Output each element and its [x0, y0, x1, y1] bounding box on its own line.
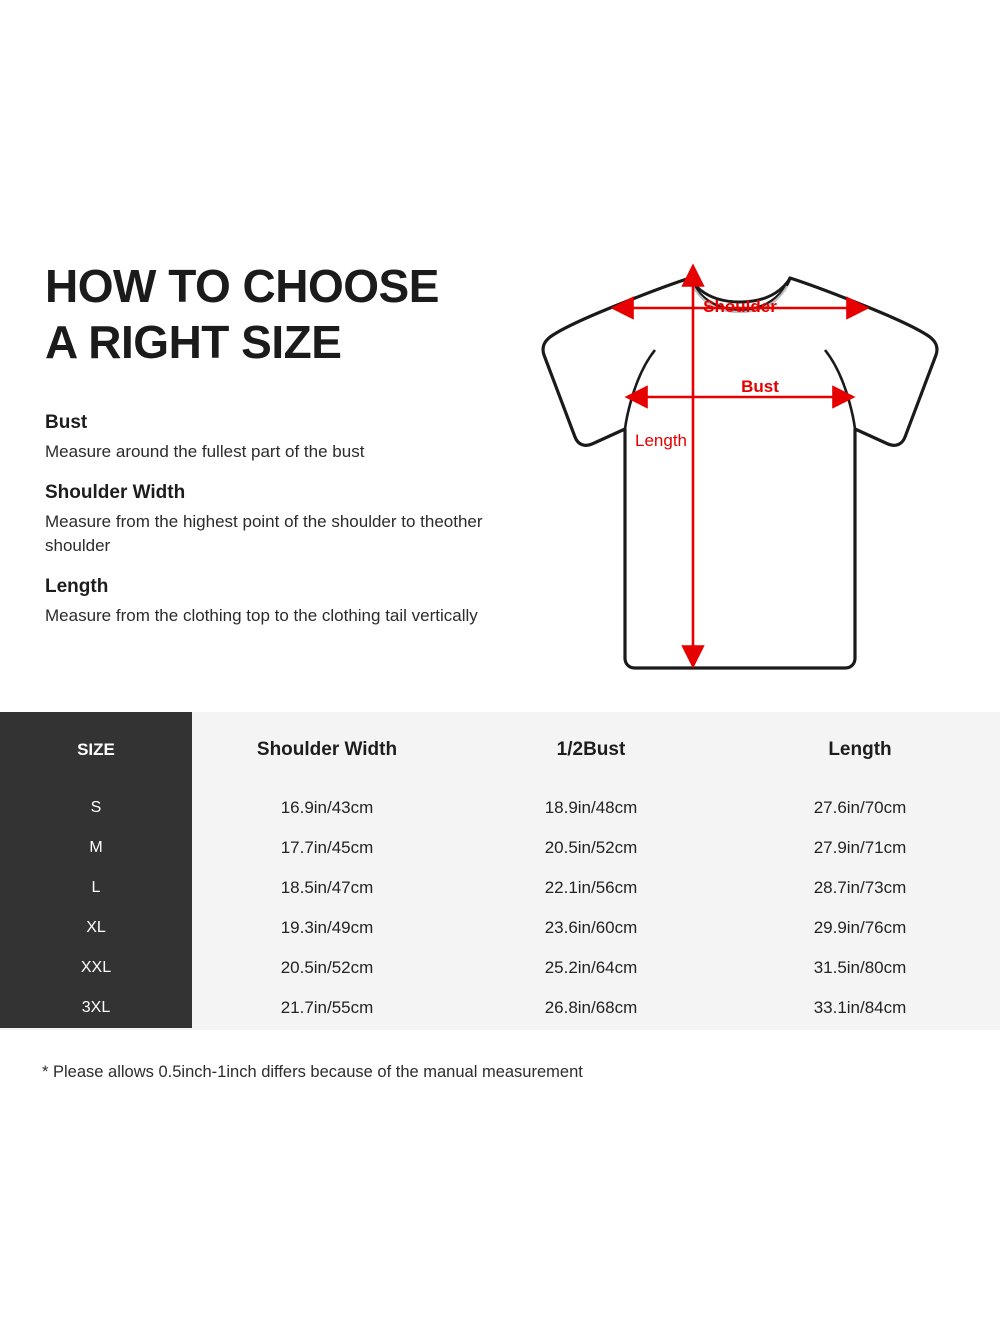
table-row	[0, 828, 1000, 868]
cell-size: XL	[0, 908, 192, 948]
tshirt-diagram	[505, 240, 975, 690]
cell-length: 28.7in/73cm	[720, 868, 1000, 908]
cell-length: 27.9in/71cm	[720, 828, 1000, 868]
cell-half-bust: 22.1in/56cm	[462, 868, 720, 908]
definition-term-length: Length	[45, 576, 109, 598]
table-row	[0, 988, 1000, 1028]
table-header-row	[0, 712, 1000, 788]
cell-half-bust: 20.5in/52cm	[462, 828, 720, 868]
cell-length: 33.1in/84cm	[720, 988, 1000, 1028]
definition-desc-length: Measure from the clothing top to the clothing tail vertically	[45, 606, 478, 626]
size-table	[0, 712, 1000, 1028]
column-header-length: Length	[720, 712, 1000, 788]
cell-size: 3XL	[0, 988, 192, 1028]
page-title-line-2: A RIGHT SIZE	[45, 316, 342, 369]
definition-desc-bust: Measure around the fullest part of the bust	[45, 442, 365, 461]
cell-shoulder-width: 19.3in/49cm	[192, 908, 462, 948]
measurement-footnote: * Please allows 0.5inch-1inch differs because of the manual measurement	[42, 1063, 583, 1081]
column-header-shoulder-width: Shoulder Width	[192, 712, 462, 788]
measurement-definitions	[45, 412, 525, 629]
table-row	[0, 908, 1000, 948]
cell-shoulder-width: 17.7in/45cm	[192, 828, 462, 868]
table-row	[0, 948, 1000, 988]
definition-term-bust: Bust	[45, 412, 88, 433]
page-title	[45, 258, 515, 370]
cell-length: 29.9in/76cm	[720, 908, 1000, 948]
bust-label: Bust	[741, 377, 779, 396]
page-title-line-1: HOW TO CHOOSE	[45, 260, 439, 312]
cell-half-bust: 25.2in/64cm	[462, 948, 720, 988]
cell-size: M	[0, 828, 192, 868]
definition-term-shoulder-width: Shoulder Width	[45, 482, 186, 504]
table-row	[0, 868, 1000, 908]
column-header-size: SIZE	[0, 712, 192, 788]
size-table-header	[0, 712, 1000, 788]
cell-half-bust: 23.6in/60cm	[462, 908, 720, 948]
cell-size: S	[0, 788, 192, 828]
size-table-block	[0, 712, 1000, 1030]
table-row	[0, 788, 1000, 828]
definition-desc-shoulder-width: Measure from the highest point of the shoulder to theother shoulder	[45, 512, 483, 556]
column-header-half-bust: 1/2Bust	[462, 712, 720, 788]
cell-half-bust: 26.8in/68cm	[462, 988, 720, 1028]
cell-size: XXL	[0, 948, 192, 988]
cell-shoulder-width: 21.7in/55cm	[192, 988, 462, 1028]
length-label: Length	[635, 431, 687, 450]
cell-size: L	[0, 868, 192, 908]
cell-half-bust: 18.9in/48cm	[462, 788, 720, 828]
cell-shoulder-width: 20.5in/52cm	[192, 948, 462, 988]
tshirt-outline	[543, 278, 937, 668]
cell-shoulder-width: 16.9in/43cm	[192, 788, 462, 828]
cell-length: 27.6in/70cm	[720, 788, 1000, 828]
cell-length: 31.5in/80cm	[720, 948, 1000, 988]
size-table-body	[0, 788, 1000, 1028]
shoulder-label: Shoulder	[703, 297, 777, 316]
cell-shoulder-width: 18.5in/47cm	[192, 868, 462, 908]
